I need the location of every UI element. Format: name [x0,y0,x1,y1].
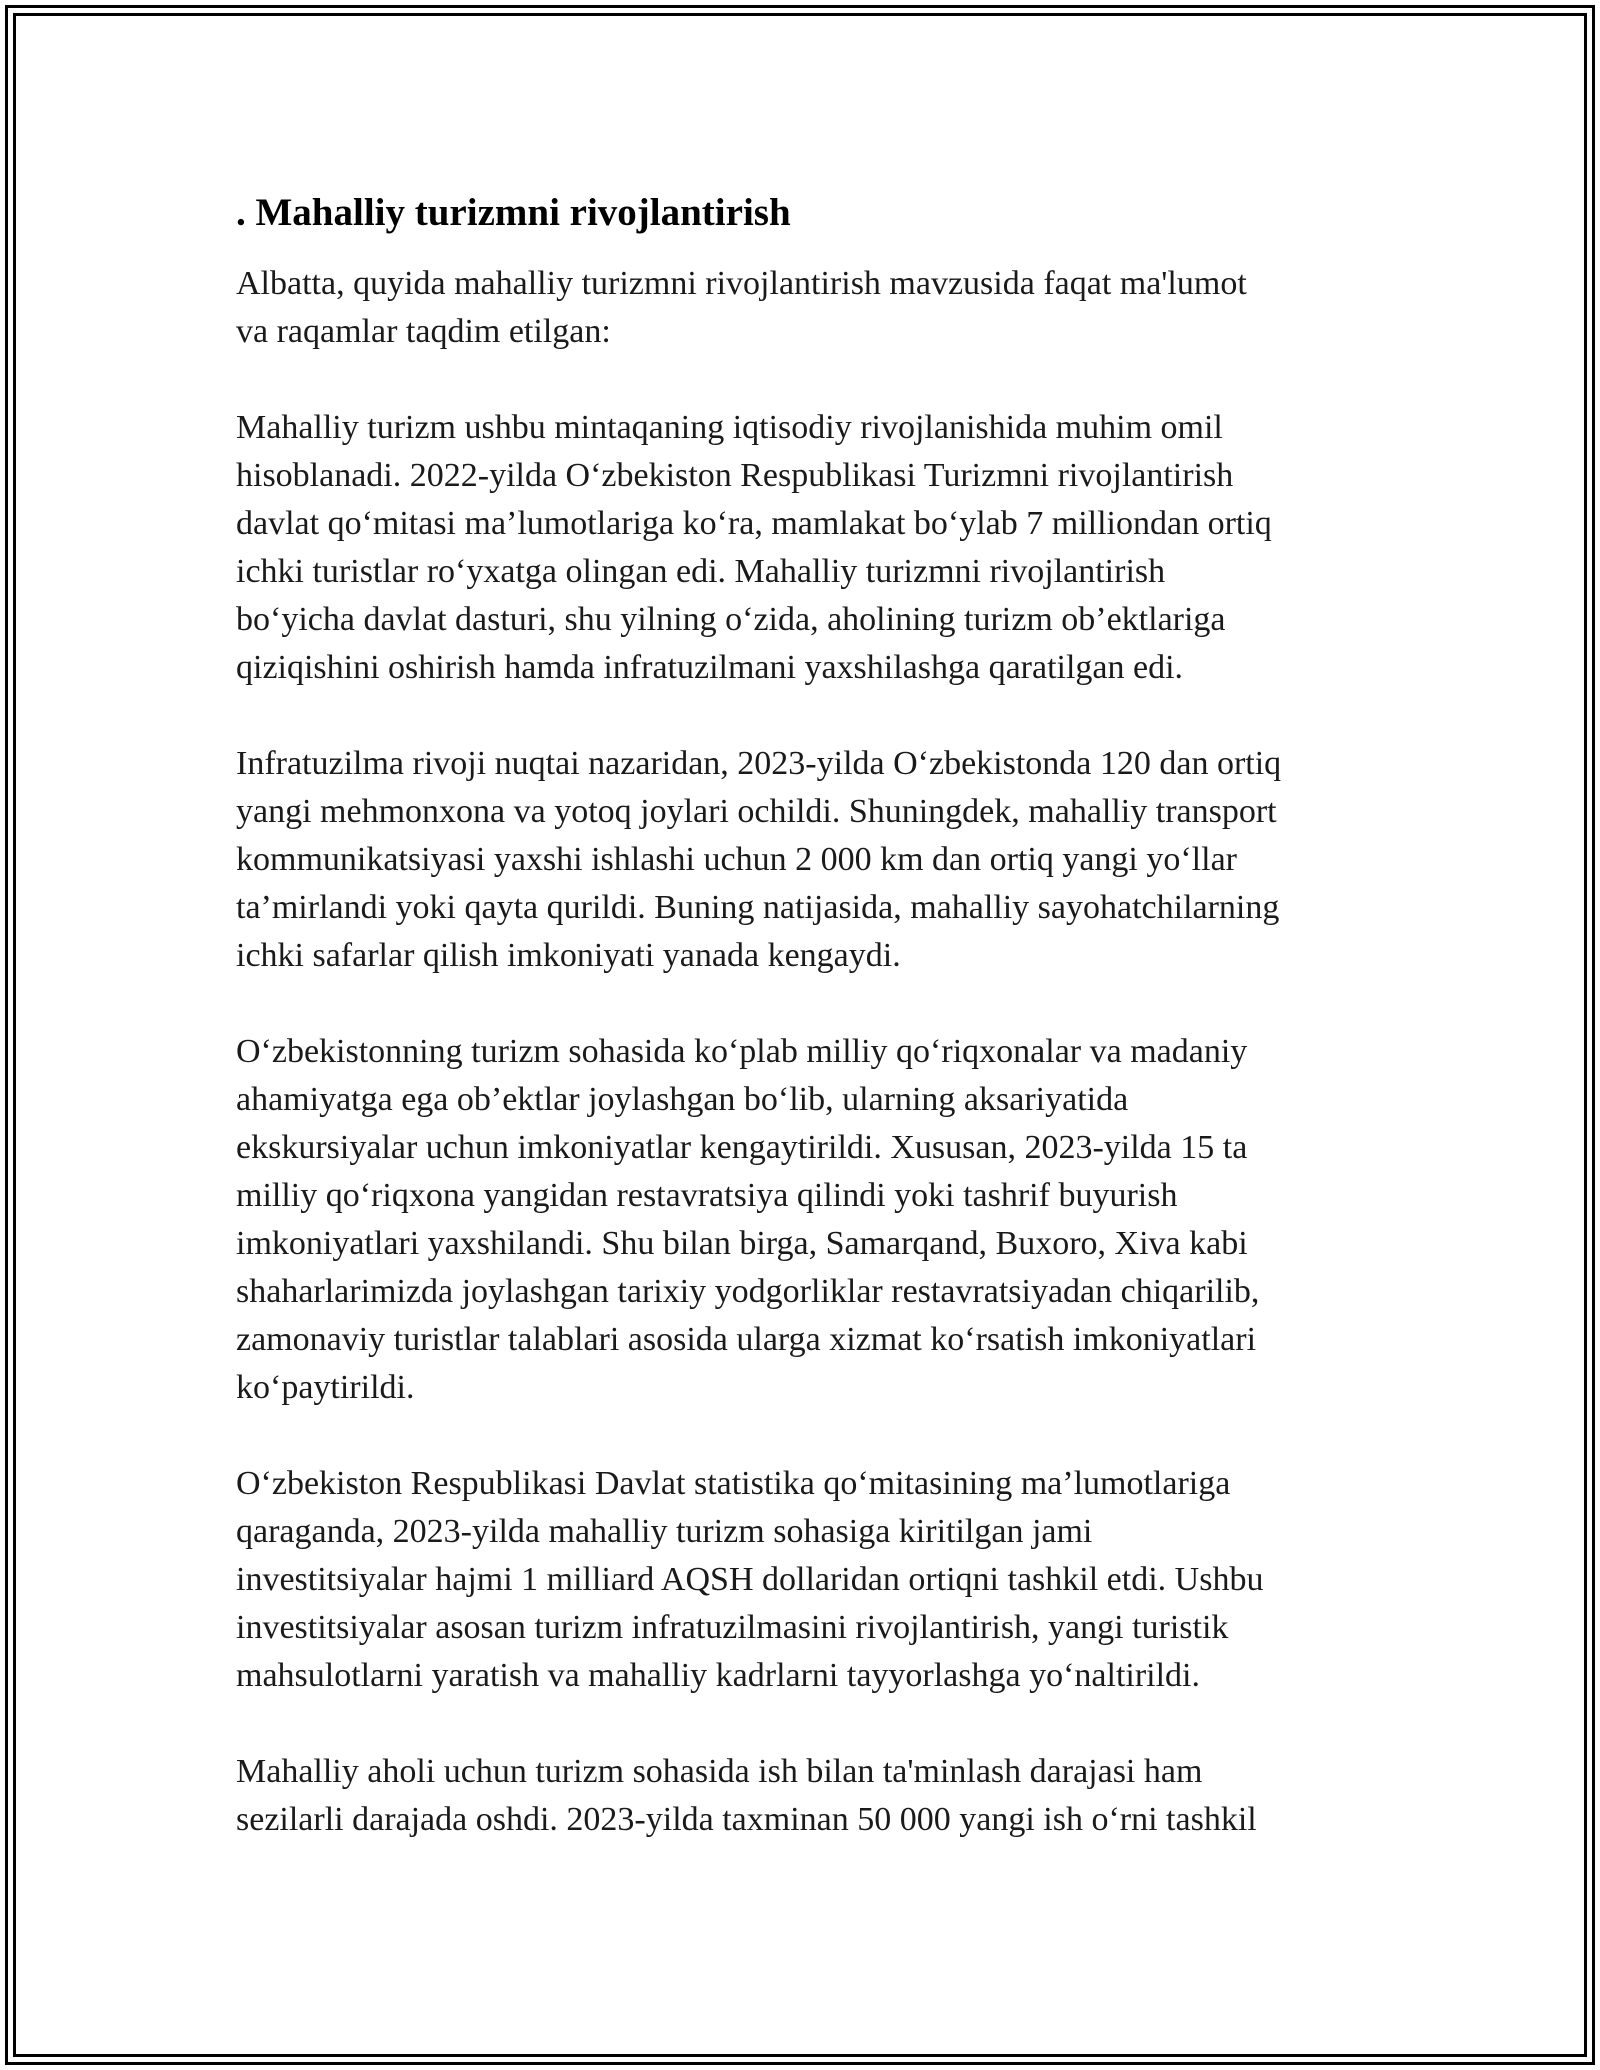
paragraph-line: investitsiyalar asosan turizm infratuzilmasini rivojlantirish, yangi turistik [236,1609,1229,1646]
paragraph-employment [236,1748,1366,1844]
paragraph-line: Mahalliy turizm ushbu mintaqaning iqtisodiy rivojlanishida muhim omil [236,409,1223,446]
paragraph-domestic-tourism [236,404,1366,692]
paragraph-line: bo‘yicha davlat dasturi, shu yilning o‘zida, aholining turizm ob’ektlariga [236,601,1226,638]
paragraph-line: zamonaviy turistlar talablari asosida ularga xizmat ko‘rsatish imkoniyatlari [236,1321,1257,1358]
paragraph-line: ahamiyatga ega ob’ektlar joylashgan bo‘lib, ularning aksariyatida [236,1081,1129,1118]
paragraph-line: davlat qo‘mitasi ma’lumotlariga ko‘ra, mamlakat bo‘ylab 7 milliondan ortiq [236,505,1272,542]
intro-paragraph [236,260,1366,356]
paragraph-line: ichki turistlar ro‘yxatga olingan edi. Mahalliy turizmni rivojlantirish [236,553,1166,590]
paragraph-line: ichki safarlar qilish imkoniyati yanada kengaydi. [236,937,901,974]
paragraph-line: investitsiyalar hajmi 1 milliard AQSH dollaridan ortiqni tashkil etdi. Ushbu [236,1561,1264,1598]
paragraph-line: qaraganda, 2023-yilda mahalliy turizm sohasiga kiritilgan jami [236,1513,1093,1550]
paragraph-line: mahsulotlarni yaratish va mahalliy kadrlarni tayyorlashga yo‘naltirildi. [236,1657,1201,1694]
paragraph-line: Mahalliy aholi uchun turizm sohasida ish bilan ta'minlash darajasi ham [236,1753,1203,1790]
paragraph-line: ta’mirlandi yoki qayta qurildi. Buning natijasida, mahalliy sayohatchilarning [236,889,1280,926]
paragraph-line: va raqamlar taqdim etilgan: [236,313,611,350]
paragraph-line: Albatta, quyida mahalliy turizmni rivojlantirish mavzusida faqat ma'lumot [236,265,1247,302]
paragraph-line: yangi mehmonxona va yotoq joylari ochildi. Shuningdek, mahalliy transport [236,793,1277,830]
paragraph-line: sezilarli darajada oshdi. 2023-yilda taxminan 50 000 yangi ish o‘rni tashkil [236,1801,1257,1838]
paragraph-line: shaharlarimizda joylashgan tarixiy yodgorliklar restavratsiyadan chiqarilib, [236,1273,1260,1310]
paragraph-line: ko‘paytirildi. [236,1369,415,1406]
paragraph-line: O‘zbekiston Respublikasi Davlat statistika qo‘mitasining ma’lumotlariga [236,1465,1231,1502]
paragraph-reserves [236,1028,1366,1412]
paragraph-line: milliy qo‘riqxona yangidan restavratsiya qilindi yoki tashrif buyurish [236,1177,1178,1214]
paragraph-line: hisoblanadi. 2022-yilda O‘zbekiston Respublikasi Turizmni rivojlantirish [236,457,1234,494]
paragraph-investment [236,1460,1366,1700]
paragraph-line: qiziqishini oshirish hamda infratuzilmani yaxshilashga qaratilgan edi. [236,649,1184,686]
paragraph-line: imkoniyatlari yaxshilandi. Shu bilan birga, Samarqand, Buxoro, Xiva kabi [236,1225,1248,1262]
paragraph-infrastructure [236,740,1366,980]
paragraph-line: Infratuzilma rivoji nuqtai nazaridan, 2023-yilda O‘zbekistonda 120 dan ortiq [236,745,1282,782]
paragraph-line: ekskursiyalar uchun imkoniyatlar kengaytirildi. Xususan, 2023-yilda 15 ta [236,1129,1248,1166]
paragraph-line: kommunikatsiyasi yaxshi ishlashi uchun 2 000 km dan ortiq yangi yo‘llar [236,841,1237,878]
document-body [236,186,1366,1892]
paragraph-line: O‘zbekistonning turizm sohasida ko‘plab milliy qo‘riqxonalar va madaniy [236,1033,1248,1070]
document-heading: . Mahalliy turizmni rivojlantirish [236,191,791,234]
